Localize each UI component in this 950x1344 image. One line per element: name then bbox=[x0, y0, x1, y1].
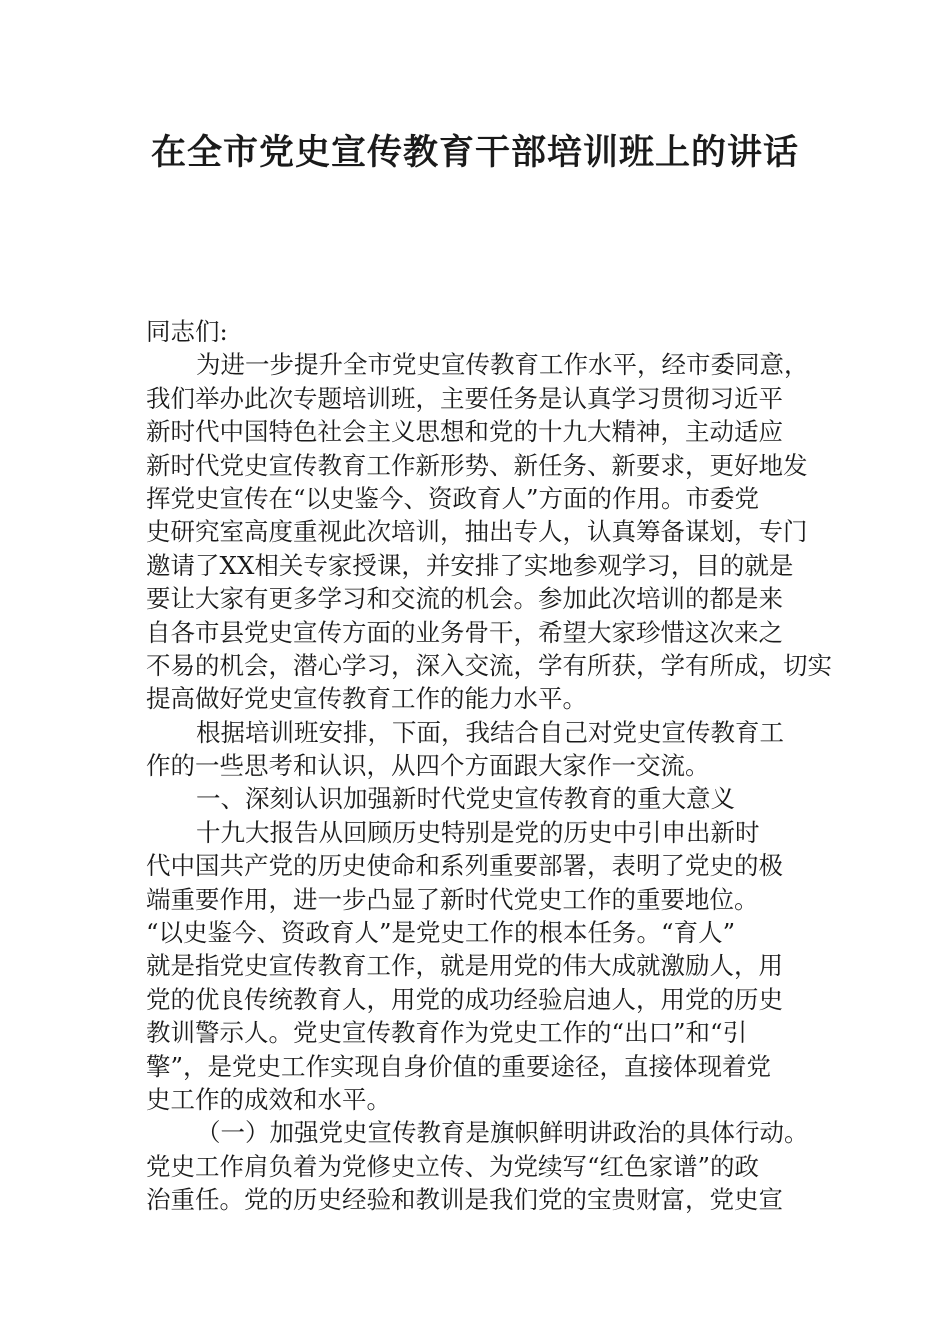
text-line: 党史工作肩负着为党修史立传、为党续写“红色家谱”的政 bbox=[146, 1151, 760, 1181]
text-line: 新时代党史宣传教育工作新形势、新任务、新要求，更好地发 bbox=[146, 450, 808, 480]
text-line: 作的一些思考和认识，从四个方面跟大家作一交流。 bbox=[146, 751, 710, 781]
text-line: 邀请了XX相关专家授课，并安排了实地参观学习，目的就是 bbox=[146, 550, 794, 580]
text-line: 提高做好党史宣传教育工作的能力水平。 bbox=[146, 684, 587, 714]
text-line: 治重任。党的历史经验和教训是我们党的宝贵财富，党史宣 bbox=[146, 1185, 783, 1215]
text-line: 擎”，是党史工作实现自身价值的重要途径，直接体现着党 bbox=[146, 1051, 772, 1081]
text-line: 为进一步提升全市党史宣传教育工作水平，经市委同意， bbox=[196, 350, 809, 380]
text-line: 要让大家有更多学习和交流的机会。参加此次培训的都是来 bbox=[146, 584, 783, 614]
text-line: 挥党史宣传在“以史鉴今、资政育人”方面的作用。市委党 bbox=[146, 483, 760, 513]
text-line: 史工作的成效和水平。 bbox=[146, 1084, 391, 1114]
text-line: 就是指党史宣传教育工作，就是用党的伟大成就激励人，用 bbox=[146, 951, 783, 981]
document-body bbox=[146, 315, 832, 1217]
text-line: 党的优良传统教育人，用党的成功经验启迪人，用党的历史 bbox=[146, 984, 783, 1014]
section-heading: 一、深刻认识加强新时代党史宣传教育的重大意义 bbox=[196, 784, 735, 814]
text-line: 同志们: bbox=[146, 317, 228, 346]
text-line: 不易的机会，潜心学习，深入交流，学有所获，学有所成，切实 bbox=[146, 650, 832, 680]
text-line: “以史鉴今、资政育人”是党史工作的根本任务。“育人” bbox=[146, 918, 736, 948]
text-line: 端重要作用，进一步凸显了新时代党史工作的重要地位。 bbox=[146, 884, 759, 914]
text-line: 自各市县党史宣传方面的业务骨干，希望大家珍惜这次来之 bbox=[146, 617, 783, 647]
text-line: 十九大报告从回顾历史特别是党的历史中引申出新时 bbox=[196, 817, 760, 847]
text-line: 代中国共产党的历史使命和系列重要部署，表明了党史的极 bbox=[146, 851, 783, 881]
document-title: 在全市党史宣传教育干部培训班上的讲话 bbox=[150, 132, 799, 173]
text-line: 教训警示人。党史宣传教育作为党史工作的“出口”和“引 bbox=[146, 1018, 748, 1048]
text-line: 根据培训班安排，下面，我结合自己对党史宣传教育工 bbox=[196, 717, 784, 747]
text-line: 新时代中国特色社会主义思想和党的十九大精神，主动适应 bbox=[146, 417, 783, 447]
text-line: 我们举办此次专题培训班，主要任务是认真学习贯彻习近平 bbox=[146, 383, 783, 413]
text-line: 史研究室高度重视此次培训，抽出专人，认真筹备谋划，专门 bbox=[146, 517, 808, 547]
subsection-heading: （一）加强党史宣传教育是旗帜鲜明讲政治的具体行动。 bbox=[196, 1118, 809, 1148]
